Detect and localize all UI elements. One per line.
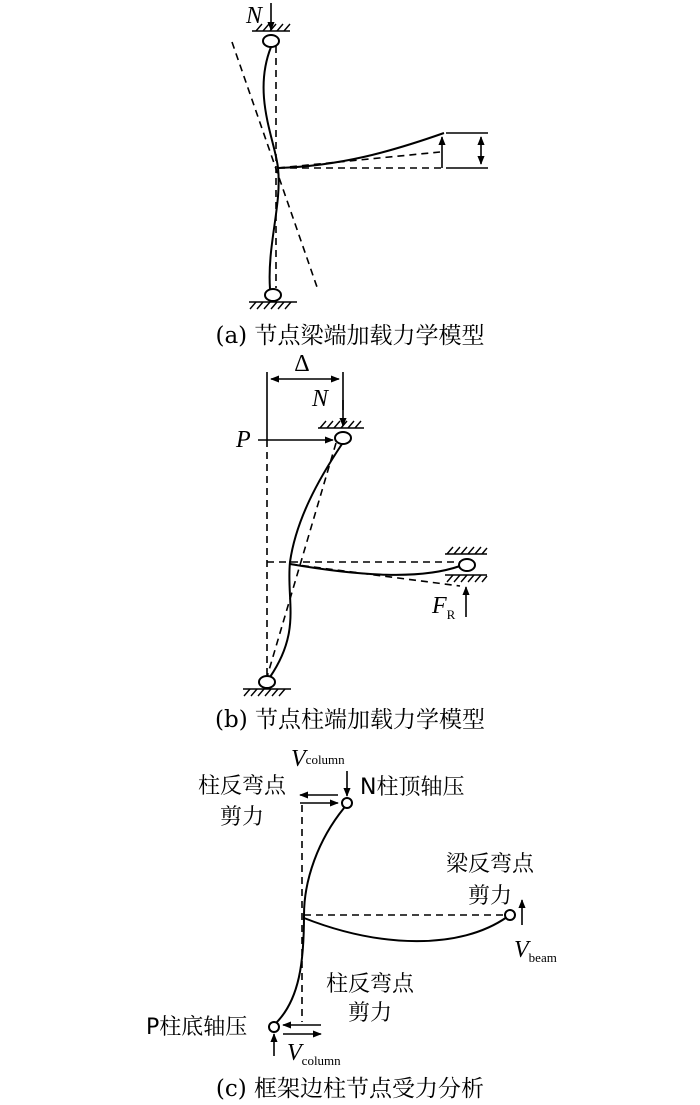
panel-c-top-axial-label: N柱顶轴压 bbox=[360, 775, 465, 800]
panel-c-deformed-beam bbox=[304, 917, 507, 941]
panel-b-right-support bbox=[445, 547, 487, 582]
panel-a-deformed-beam bbox=[278, 133, 444, 168]
panel-c-column-inflection-shear-top-2: 剪力 bbox=[219, 805, 265, 830]
panel-a-rotation-line bbox=[232, 42, 317, 287]
panel-c-edge-column-joint-forces bbox=[146, 746, 557, 1102]
panel-c-v-beam-label: $V_{beam}$ bbox=[514, 937, 557, 965]
panel-a-load-label: N bbox=[246, 3, 263, 29]
panel-a-bottom-support bbox=[249, 289, 297, 309]
panel-c-beam-hinge bbox=[505, 910, 515, 920]
panel-b-column-end-loading bbox=[215, 351, 487, 733]
panel-c-bottom-axial-label: P柱底轴压 bbox=[146, 1015, 248, 1040]
panel-b-caption: (b) 节点柱端加载力学模型 bbox=[215, 707, 485, 733]
panel-c-column-inflection-shear-top-1: 柱反弯点 bbox=[197, 774, 287, 799]
panel-b-load-label: N bbox=[312, 386, 329, 412]
panel-c-top-hinge bbox=[342, 798, 352, 808]
panel-b-chord-line bbox=[267, 443, 336, 677]
panel-c-column-inflection-shear-bottom-1: 柱反弯点 bbox=[325, 972, 415, 997]
panel-c-v-column-top-label: Vcolumn bbox=[291, 746, 345, 772]
panel-c-beam-inflection-shear-2: 剪力 bbox=[467, 884, 513, 909]
panel-c-bottom-hinge bbox=[269, 1022, 279, 1032]
panel-b-deformed-column bbox=[270, 444, 342, 677]
panel-b-force-label: P bbox=[236, 427, 251, 453]
panel-c-beam-inflection-shear-1: 梁反弯点 bbox=[445, 852, 535, 877]
panel-a-displacement-dimension bbox=[446, 133, 488, 168]
panel-c-v-column-bottom-label: $V_{column}$ bbox=[287, 1040, 341, 1068]
panel-b-delta-dimension bbox=[267, 372, 343, 440]
panel-c-caption: (c) 框架边柱节点受力分析 bbox=[215, 1076, 485, 1102]
panel-c-column-inflection-shear-bottom-2: 剪力 bbox=[347, 1001, 393, 1026]
panel-b-delta-label: Δ bbox=[294, 351, 310, 377]
panel-b-bottom-support bbox=[243, 676, 291, 696]
panel-a-caption: (a) 节点梁端加载力学模型 bbox=[215, 323, 485, 349]
panel-b-deformed-beam bbox=[290, 564, 460, 575]
panel-a-beam-end-loading bbox=[216, 3, 488, 349]
panel-b-reaction-label: $F_R$ bbox=[432, 593, 456, 622]
